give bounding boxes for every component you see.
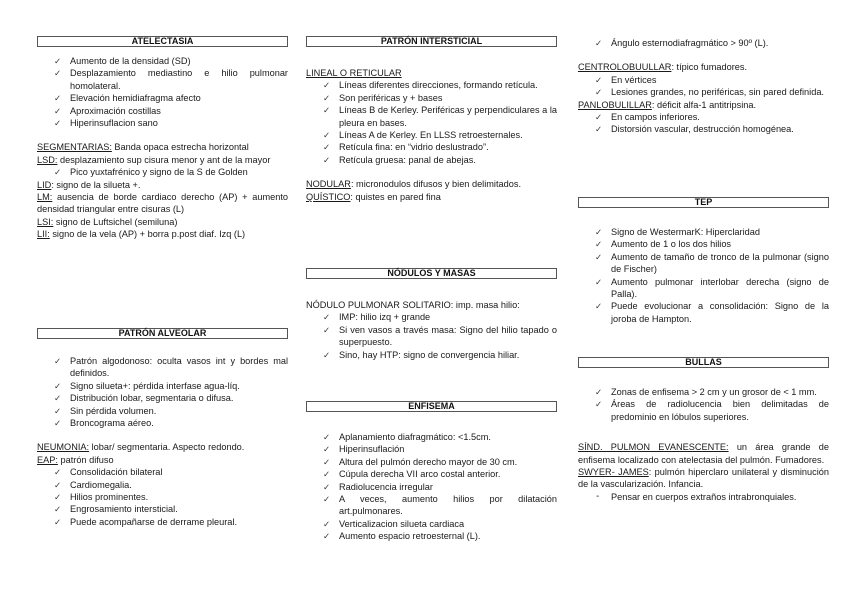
pulmon-evanescente-paragraph: SÍND. PULMON EVANESCENTE: un área grande de enfisema localizado con atelectasia del pulmón. Fumadores. [578, 442, 829, 465]
alveolar-section [37, 355, 288, 528]
swyer-james-list [578, 491, 829, 503]
section-header-bullas: BULLAS [578, 357, 829, 368]
lm-paragraph: LM: ausencia de borde cardiaco derecho (AP) + aumento densidad triangular entre cisuras (L) [37, 192, 288, 215]
swyer-james-paragraph: SWYER- JAMES: pulmón hiperclaro unilateral y disminución de la vascularización. Infancia. [578, 467, 829, 490]
section-header-atelectasia: ATELECTASIA [37, 36, 288, 47]
list-item: ✓ Distribución lobar, segmentaria o difusa. [37, 392, 288, 404]
lineal-heading: LINEAL O RETICULAR [306, 68, 402, 78]
list-item: ✓ Aumento de la densidad (SD) [37, 55, 288, 67]
list-item: - Pensar en cuerpos extraños intrabronquiales. [578, 491, 829, 503]
term-label: NEUMONIA: [37, 442, 90, 453]
list-item: ✓ Signo de WestermarK: Hiperclaridad [578, 226, 829, 238]
term-label: LSI: [37, 216, 54, 227]
list-item: ✓ Líneas A de Kerley. En LLSS retroesternales. [306, 129, 557, 141]
list-item: ✓ En campos inferiores. [578, 111, 829, 123]
nodulos-section [306, 299, 557, 361]
list-item: ✓ Cúpula derecha VII arco costal anterior. [306, 468, 557, 480]
list-item: ✓ Si ven vasos a través masa: Signo del hilio tapado o superpuesto. [306, 324, 557, 349]
list-item: ✓ Líneas B de Kerley. Periféricas y perpendiculares a la pleura en bases. [306, 104, 557, 129]
term-label: SWYER- JAMES [578, 467, 649, 478]
list-item: ✓ Verticalizacion silueta cardiaca [306, 518, 557, 530]
tep-section [578, 226, 829, 325]
list-item: ✓ Engrosamiento intersticial. [37, 503, 288, 515]
list-item: ✓ Consolidación bilateral [37, 466, 288, 478]
list-item: ✓ IMP: hilio izq + grande [306, 311, 557, 323]
centrolobulillar-paragraph: CENTROLOBUULLAR: típico fumadores. [578, 62, 748, 73]
enfisema-cont-list [578, 37, 829, 49]
list-item: ✓ Retícula fina: en “vidrio deslustrado”. [306, 141, 557, 153]
list-item: ✓ Pico yuxtafrénico y signo de la S de Golden [37, 166, 288, 178]
intersticial-section [306, 67, 557, 203]
centrolobulillar-list [578, 74, 829, 99]
list-item: ✓ Hiperinsuflación [306, 443, 557, 455]
lsi-paragraph: LSI: signo de Luftsichel (semiluna) [37, 216, 178, 227]
eap-list [37, 466, 288, 528]
list-item: ✓ Signo silueta+: pérdida interfase agua-líq. [37, 380, 288, 392]
section-header-intersticial: PATRÓN INTERSTICIAL [306, 36, 557, 47]
list-item: ✓ Líneas diferentes direcciones, formando retícula. [306, 79, 557, 91]
list-item: ✓ Aproximación costillas [37, 105, 288, 117]
enfisema-continued-section [578, 37, 829, 136]
list-item: ✓ Altura del pulmón derecho mayor de 30 cm. [306, 456, 557, 468]
term-label: LSD: [37, 154, 58, 165]
term-label: SEGMENTARIAS: [37, 142, 112, 153]
term-label: LII: [37, 229, 50, 240]
atelectasia-section [37, 55, 288, 241]
list-item: ✓ Desplazamiento mediastino e hilio pulmonar homolateral. [37, 67, 288, 92]
enfisema-section [306, 431, 557, 543]
bullas-list [578, 386, 829, 423]
list-item: ✓ Distorsión vascular, destrucción homogénea. [578, 123, 829, 135]
section-header-alveolar: PATRÓN ALVEOLAR [37, 328, 288, 339]
lsd-paragraph: LSD: desplazamiento sup cisura menor y ant de la mayor [37, 154, 271, 165]
lid-paragraph: LID: signo de la silueta +. [37, 179, 141, 190]
section-header-nodulos: NÓDULOS Y MASAS [306, 268, 557, 279]
list-item: ✓ Hiperinsuflacion sano [37, 117, 288, 129]
list-item: ✓ Radiolucencia irregular [306, 481, 557, 493]
quistico-paragraph: QUÍSTICO: quistes en pared fina [306, 191, 441, 202]
alveolar-list [37, 355, 288, 429]
list-item: ✓ Aumento pulmonar interlobar derecha (signo de Palla). [578, 276, 829, 301]
nodular-paragraph: NODULAR: micronodulos difusos y bien delimitados. [306, 179, 521, 190]
list-item: ✓ Áreas de radiolucencia bien delimitadas de predominio en lóbulos superiores. [578, 398, 829, 423]
tep-list [578, 226, 829, 325]
list-item: ✓ Cardiomegalia. [37, 479, 288, 491]
lsd-list [37, 166, 288, 178]
list-item: ✓ En vértices [578, 74, 829, 86]
term-label: LM: [37, 192, 53, 203]
nodulos-list [306, 311, 557, 361]
section-header-tep: TEP [578, 197, 829, 208]
list-item: ✓ Zonas de enfisema > 2 cm y un grosor de < 1 mm. [578, 386, 829, 398]
list-item: ✓ Broncograma aéreo. [37, 417, 288, 429]
list-item: ✓ Hilios prominentes. [37, 491, 288, 503]
list-item: ✓ A veces, aumento hilios por dilatación art.pulmonares. [306, 493, 557, 518]
nps-paragraph: NÓDULO PULMONAR SOLITARIO: imp. masa hilio: [306, 300, 520, 310]
atelectasia-list [37, 55, 288, 129]
list-item: ✓ Sin pérdida volumen. [37, 405, 288, 417]
term-label: QUÍSTICO [306, 191, 351, 202]
term-label: CENTROLOBUULLAR [578, 62, 672, 73]
list-item: ✓ Lesiones grandes, no periféricas, sin pared definida. [578, 86, 829, 98]
panlobulillar-paragraph: PANLOBULILLAR: déficit alfa-1 antitripsina. [578, 99, 757, 110]
list-item: ✓ Sino, hay HTP: signo de convergencia hiliar. [306, 349, 557, 361]
list-item: ✓ Retícula gruesa: panal de abejas. [306, 154, 557, 166]
term-label: SÍND. PULMON EVANESCENTE: [578, 442, 729, 453]
list-item: ✓ Puede acompañarse de derrame pleural. [37, 516, 288, 528]
list-item: ✓ Puede evolucionar a consolidación: Signo de la joroba de Hampton. [578, 300, 829, 325]
list-item: ✓ Son periféricas y + bases [306, 92, 557, 104]
list-item: ✓ Elevación hemidiafragma afecto [37, 92, 288, 104]
segmentarias-paragraph: SEGMENTARIAS: Banda opaca estrecha horizontal [37, 142, 249, 153]
eap-paragraph: EAP: patrón difuso [37, 454, 114, 465]
term-label: PANLOBULILLAR [578, 99, 652, 110]
list-item: ✓ Ángulo esternodiafragmático > 90º (L). [578, 37, 829, 49]
list-item: ✓ Aplanamiento diafragmático: <1.5cm. [306, 431, 557, 443]
term-label: NODULAR [306, 179, 351, 190]
term-label: LID [37, 179, 52, 190]
term-label: EAP: [37, 454, 58, 465]
panlobulillar-list [578, 111, 829, 136]
enfisema-list [306, 431, 557, 543]
neumonia-paragraph: NEUMONIA: lobar/ segmentaria. Aspecto redondo. [37, 442, 245, 453]
lii-paragraph: LII: signo de la vela (AP) + borra p.post diaf. Izq (L) [37, 229, 246, 240]
list-item: ✓ Aumento de 1 o los dos hilios [578, 238, 829, 250]
intersticial-list [306, 79, 557, 166]
list-item: ✓ Aumento de tamaño de tronco de la pulmonar (signo de Fischer) [578, 251, 829, 276]
section-header-enfisema: ENFISEMA [306, 401, 557, 412]
bullas-section [578, 386, 829, 503]
list-item: ✓ Aumento espacio retroesternal (L). [306, 530, 557, 542]
list-item: ✓ Patrón algodonoso: oculta vasos int y bordes mal definidos. [37, 355, 288, 380]
